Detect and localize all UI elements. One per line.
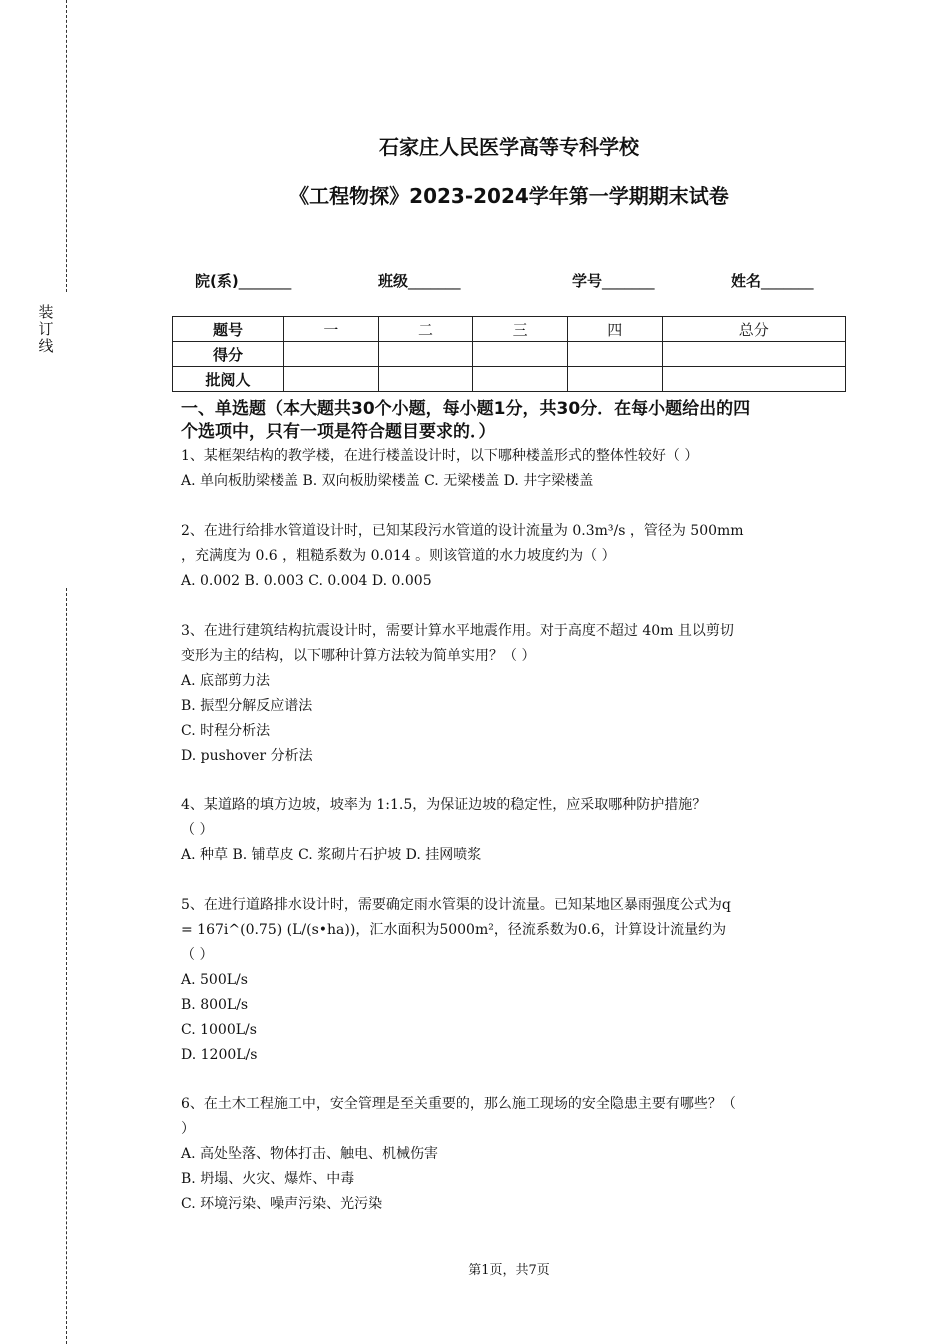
- dept-field[interactable]: [195, 270, 291, 291]
- dept-label: 院(系): [195, 272, 239, 290]
- question-1-options[interactable]: A. 单向板肋梁楼盖 B. 双向板肋梁楼盖 C. 无梁楼盖 D. 井字梁楼盖: [181, 473, 594, 489]
- question-6-option-a[interactable]: A. 高处坠落、物体打击、触电、机械伤害: [181, 1146, 439, 1162]
- binding-mark: [36, 304, 56, 355]
- question-5-text: = 167i^(0.75) (L/(s•ha))，汇水面积为5000m²，径流系数为0.6，计算设计流量约为: [181, 922, 727, 938]
- question-5-option-b[interactable]: B. 800L/s: [181, 997, 249, 1013]
- section-heading-line: 一、单选题（本大题共30个小题，每小题1分，共30分．在每小题给出的四: [181, 399, 751, 419]
- class-blank: _______: [408, 272, 461, 290]
- question-5-text: （ ）: [181, 947, 214, 963]
- section-heading: [181, 398, 841, 444]
- score-table-header-row: [173, 317, 846, 342]
- reviewer-cell[interactable]: [378, 367, 473, 392]
- page-footer: 第1页，共7页: [468, 1263, 550, 1278]
- question-4-text: （ ）: [181, 822, 214, 838]
- section-heading-line: 个选项中，只有一项是符合题目要求的．）: [181, 422, 496, 442]
- score-cell[interactable]: [284, 342, 379, 367]
- question-3-text: 3、在进行建筑结构抗震设计时，需要计算水平地震作用。对于高度不超过 40m 且以剪切: [181, 623, 734, 639]
- binding-char: 线: [38, 337, 54, 355]
- question-2-text: ，充满度为 0.6 ，粗糙系数为 0.014 。则该管道的水力坡度约为（ ）: [181, 548, 616, 564]
- name-blank: _______: [761, 272, 814, 290]
- score-cell[interactable]: [378, 342, 473, 367]
- school-name: 石家庄人民医学高等专科学校: [379, 135, 639, 159]
- score-header-cell: 四: [567, 317, 662, 342]
- question-4-options[interactable]: A. 种草 B. 铺草皮 C. 浆砌片石护坡 D. 挂网喷浆: [181, 847, 482, 863]
- question-3-text: 变形为主的结构，以下哪种计算方法较为简单实用？（ ）: [181, 648, 536, 664]
- student-id-label: 学号: [572, 272, 603, 290]
- binding-line-bottom: [66, 588, 67, 1344]
- question-3-option-d[interactable]: D. pushover 分析法: [181, 748, 313, 764]
- binding-char: 订: [38, 320, 54, 338]
- score-header-cell: 一: [284, 317, 379, 342]
- question-1-text: 1、某框架结构的教学楼，在进行楼盖设计时，以下哪种楼盖形式的整体性较好（ ）: [181, 448, 699, 464]
- question-3-option-b[interactable]: B. 振型分解反应谱法: [181, 698, 313, 714]
- score-cell[interactable]: [662, 342, 845, 367]
- question-5-option-d[interactable]: D. 1200L/s: [181, 1047, 258, 1063]
- question-6-option-c[interactable]: C. 环境污染、噪声污染、光污染: [181, 1196, 383, 1212]
- question-3-option-a[interactable]: A. 底部剪力法: [181, 673, 271, 689]
- class-label: 班级: [378, 272, 409, 290]
- score-table: [172, 316, 846, 392]
- question-5-option-c[interactable]: C. 1000L/s: [181, 1022, 257, 1038]
- reviewer-cell[interactable]: [662, 367, 845, 392]
- question-2-options[interactable]: A. 0.002 B. 0.003 C. 0.004 D. 0.005: [181, 573, 432, 589]
- reviewer-cell[interactable]: [473, 367, 568, 392]
- exam-title: 《工程物探》2023-2024学年第一学期期末试卷: [289, 184, 729, 208]
- score-row: [173, 342, 846, 367]
- reviewer-cell[interactable]: [567, 367, 662, 392]
- reviewer-cell[interactable]: [284, 367, 379, 392]
- score-cell[interactable]: [473, 342, 568, 367]
- question-6-text: 6、在土木工程施工中，安全管理是至关重要的，那么施工现场的安全隐患主要有哪些？（: [181, 1096, 736, 1112]
- score-cell[interactable]: [567, 342, 662, 367]
- question-5-text: 5、在进行道路排水设计时，需要确定雨水管渠的设计流量。已知某地区暴雨强度公式为q: [181, 897, 731, 913]
- class-field[interactable]: [378, 270, 461, 291]
- question-3-option-c[interactable]: C. 时程分析法: [181, 723, 271, 739]
- question-6-option-b[interactable]: B. 坍塌、火灾、爆炸、中毒: [181, 1171, 355, 1187]
- question-2-text: 2、在进行给排水管道设计时，已知某段污水管道的设计流量为 0.3m³/s ，管径为 500mm: [181, 523, 744, 539]
- question-4-text: 4、某道路的填方边坡，坡率为 1:1.5，为保证边坡的稳定性，应采取哪种防护措施？: [181, 797, 707, 813]
- student-id-blank: _______: [602, 272, 655, 290]
- score-row-label: 得分: [173, 342, 284, 367]
- reviewer-row: [173, 367, 846, 392]
- score-header-cell: 总分: [662, 317, 845, 342]
- name-label: 姓名: [731, 272, 762, 290]
- student-id-field[interactable]: [572, 270, 655, 291]
- question-6-text: ）: [181, 1121, 195, 1137]
- score-header-cell: 二: [378, 317, 473, 342]
- question-5-option-a[interactable]: A. 500L/s: [181, 972, 248, 988]
- reviewer-row-label: 批阅人: [173, 367, 284, 392]
- score-header-cell: 题号: [173, 317, 284, 342]
- dept-blank: _______: [238, 272, 292, 290]
- score-header-cell: 三: [473, 317, 568, 342]
- binding-char: 装: [38, 303, 54, 321]
- name-field[interactable]: [731, 270, 814, 291]
